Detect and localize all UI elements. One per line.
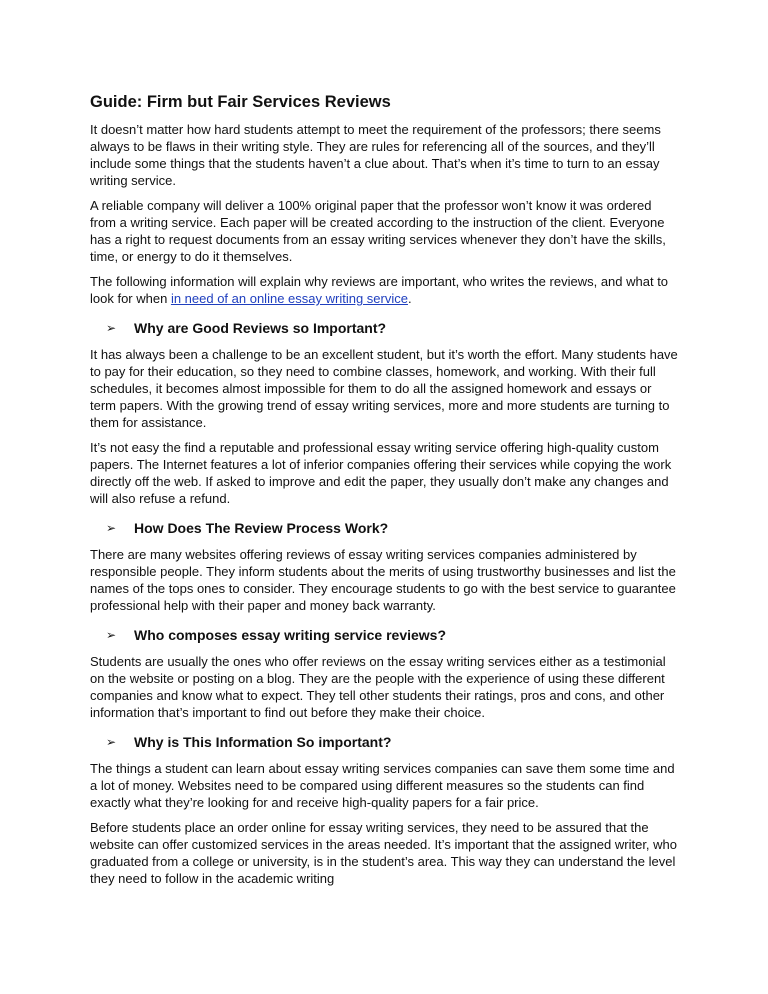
intro-paragraph-3	[90, 273, 680, 307]
section-3-paragraph-1: Students are usually the ones who offer reviews on the essay writing services either as a testimonial on the website or posting on a blog. They are the people with the experience of using these different companies and know what to expect. They tell other students their ratings, pros and cons, and other information that’s important to find out before they make their choice.	[90, 654, 666, 720]
intro-paragraph-1: It doesn’t matter how hard students attempt to meet the requirement of the professors; there seems always to be flaws in their writing style. They are rules for referencing all of the sources, and they’ll include some things that the students haven’t a clue about. That’s when it’s time to turn to an essay writing service.	[90, 122, 661, 188]
section-heading-text: Who composes essay writing service reviews?	[134, 627, 447, 643]
section-heading-text: How Does The Review Process Work?	[134, 520, 389, 536]
section-heading-text: Why is This Information So important?	[134, 734, 392, 750]
section-4-paragraph-2: Before students place an order online for essay writing services, they need to be assured that the website can offer customized services in the areas needed. It’s important that the assigned writer, who graduated from a college or university, is in the student’s area. This way they can understand the level they need to follow in the academic writing	[90, 820, 677, 886]
section-1-paragraph-1: It has always been a challenge to be an excellent student, but it’s worth the effort. Many students have to pay for their education, so they need to combine classes, homework, and working. With their full schedules, it becomes almost impossible for them to do all the assigned homework and essays or term papers. With the growing trend of essay writing services, more and more students are turning to them for assistance.	[90, 347, 678, 430]
section-2-paragraph-1: There are many websites offering reviews of essay writing services companies administered by responsible people. They inform students about the merits of using trustworthy businesses and list the names of the tops ones to consider. They encourage students to go with the best service to guarantee professional help with their paper and money back warranty.	[90, 547, 676, 613]
document-title: Guide: Firm but Fair Services Reviews	[90, 93, 391, 111]
bullet-arrow-icon: ➢	[106, 521, 117, 535]
section-heading-1	[106, 319, 680, 337]
document-page	[90, 92, 680, 895]
section-heading-4	[106, 733, 680, 751]
section-1-paragraph-2: It’s not easy the find a reputable and professional essay writing service offering high-quality custom papers. The Internet features a lot of inferior companies offering their services while copying the work directly off the web. If asked to improve and edit the paper, they usually don’t make any changes and will also refuse a refund.	[90, 440, 672, 506]
bullet-arrow-icon: ➢	[106, 321, 117, 335]
intro-text-after-link: .	[407, 291, 412, 306]
bullet-arrow-icon: ➢	[106, 628, 117, 642]
intro-paragraph-2: A reliable company will deliver a 100% original paper that the professor won’t know it was ordered from a writing service. Each paper will be created according to the instruction of the client. Everyone has a right to request documents from an essay writing services whenever they don’t have the skills, time, or energy to do it themselves.	[90, 198, 666, 264]
bullet-arrow-icon: ➢	[106, 735, 117, 749]
section-heading-3	[106, 626, 680, 644]
essay-service-link[interactable]: in need of an online essay writing service	[170, 291, 408, 306]
intro-text-before-link: The following information will explain why reviews are important, who writes the reviews, and what to look for when	[90, 274, 669, 306]
section-heading-2	[106, 519, 680, 537]
section-heading-text: Why are Good Reviews so Important?	[134, 320, 387, 336]
section-4-paragraph-1: The things a student can learn about essay writing services companies can save them some time and a lot of money. Websites need to be compared using different measures so the students can find exactly what they’re looking for and receive high-quality papers for a fair price.	[90, 761, 675, 810]
